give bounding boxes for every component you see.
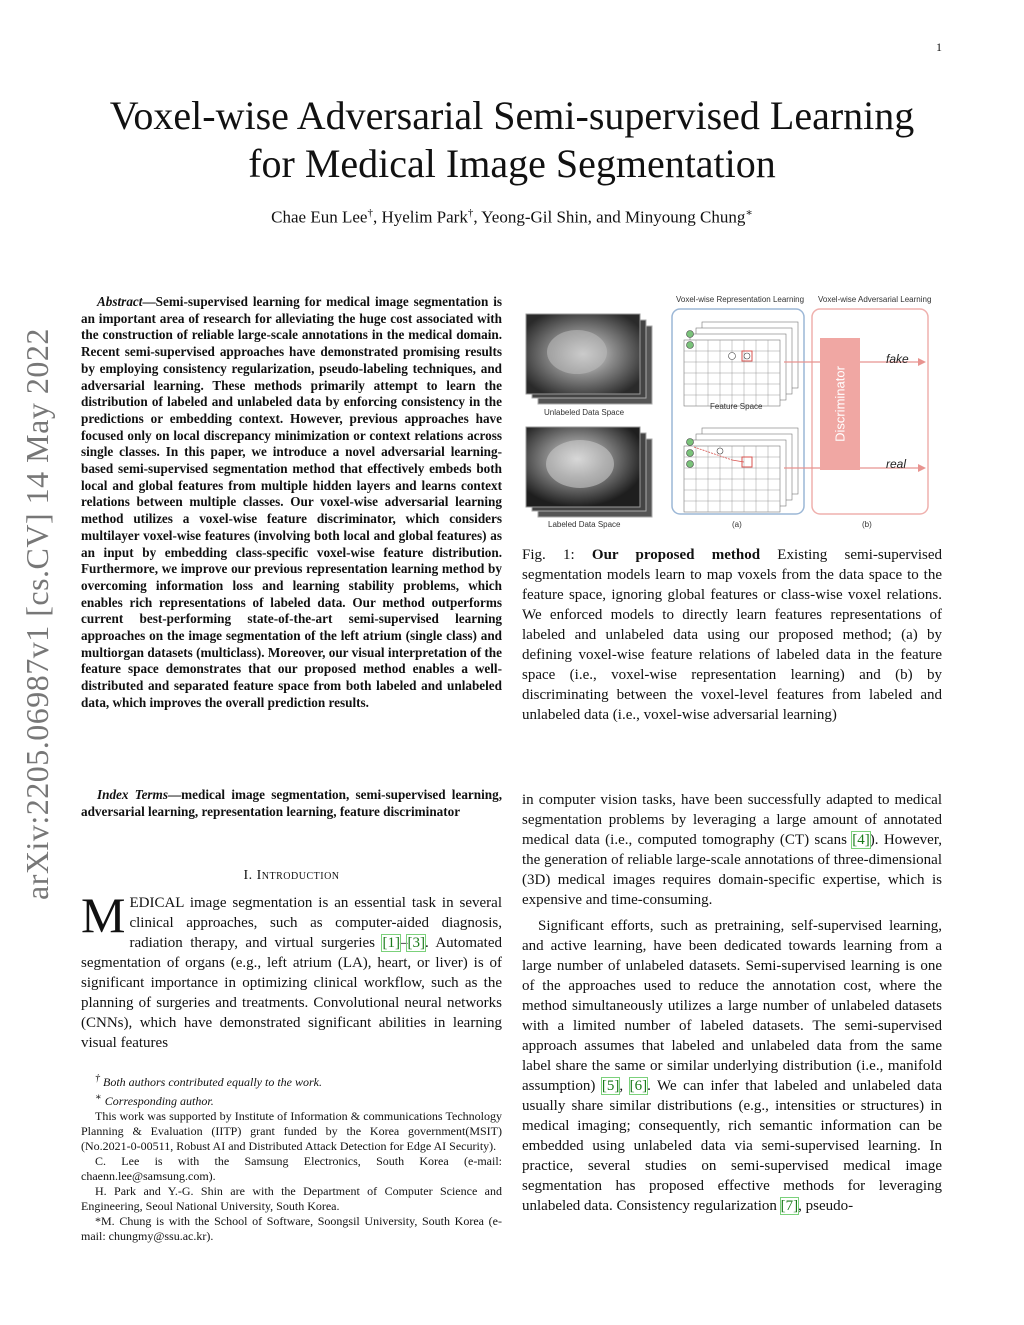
abstract xyxy=(81,294,502,712)
footnote-affil-lee: C. Lee is with the Samsung Electronics, South Korea (e-mail: chaenn.lee@samsung.com). xyxy=(81,1154,502,1183)
label-real: real xyxy=(886,457,907,471)
title-line-1: Voxel-wise Adversarial Semi-supervised Learning xyxy=(109,93,915,138)
citation-dash: – xyxy=(399,935,408,951)
paragraph-text: , pseudo- xyxy=(798,1198,854,1214)
arrowhead-fake xyxy=(918,358,926,366)
feature-grid-labeled xyxy=(684,428,798,512)
author-2-mark: † xyxy=(467,207,474,219)
ct-organ-2 xyxy=(546,440,614,488)
footnote-affil-park-shin: H. Park and Y.-G. Shin are with the Department of Computer Science and Engineering, Seoul National University, South Korea. xyxy=(81,1184,502,1213)
arxiv-stamp: arXiv:2205.06987v1 [cs.CV] 14 May 2022 xyxy=(19,328,55,900)
citation-link[interactable]: [6] xyxy=(629,1078,648,1094)
section-numeral: I. xyxy=(243,868,257,883)
paper-title xyxy=(60,92,964,188)
paragraph-text: ). However, the generation of reliable large-scale annotations of three-dimensional (3D) medical images requires domain-specific expertise, which is expensive and time-consuming. xyxy=(522,832,942,908)
author-1-mark: † xyxy=(367,207,373,219)
author-sep: , xyxy=(372,207,382,227)
paragraph-text: in computer vision tasks, have been successfully adapted to medical segmentation problems by leveraging a large amount of annotated medical data (i.e., computed tomography (CT) scans xyxy=(522,792,942,848)
intro-paragraph xyxy=(81,887,502,1053)
caption-bold: Our proposed method xyxy=(591,547,761,563)
footnotes xyxy=(81,1071,502,1244)
paragraph xyxy=(522,916,942,1216)
label-labeled-space: Labeled Data Space xyxy=(548,520,621,529)
citation-link[interactable]: [4] xyxy=(852,832,870,848)
label-fake: fake xyxy=(886,352,909,366)
author-rest: , Yeong-Gil Shin, and Minyoung Chung xyxy=(473,207,746,227)
paragraph-text: . We can infer that labeled and unlabeled data usually share similar distributions (e.g., intensities or structures) in medical imaging; consequently, rich semantic information can be embedded using unlabeled data via semi-supervised learning. In practice, several studies on semi-supervised medical image segmentation has proposed effective methods for leveraging unlabeled data. Consistency regularization xyxy=(522,1078,942,1214)
author-list xyxy=(60,206,964,228)
dropcap: M xyxy=(81,887,126,943)
citation-link[interactable]: [5] xyxy=(601,1078,620,1094)
abstract-text: —Semi-supervised learning for medical image segmentation is an important area of research for alleviating the huge cost associated with the construction of reliable large-scale annotations in the medical domain. Recent semi-supervised approaches have demonstrated promising results by employing consistency regularization, pseudo-labeling techniques, and adversarial learning. These methods primarily attempt to learn the distribution of labeled and unlabeled data by enforcing consistency in the predictions or embedding context. However, previous approaches have focused only on local discrepancy minimization or context relations across single classes. In this paper, we introduce a novel adversarial learning-based semi-supervised segmentation method that effectively embeds both local and global features from multiple hidden layers and learns context relations between multiple classes. Our voxel-wise adversarial learning method utilizes a voxel-wise feature discriminator, which considers multilayer voxel-wise features (involving both local and global features) as an input by embedding class-specific voxel-wise feature distribution. Furthermore, we improve our previous representation learning method by overcoming information loss and learning stability problems, which enables rich representations of labeled data. Our method outperforms current best-performing state-of-the-art semi-supervised learning approaches on the image segmentation of the left atrium (single class) and multiorgan datasets (multiclass). Moreover, our visual interpretation of the feature space demonstrates that our proposed method enables a well-distributed and separated feature space from both labeled and unlabeled data, which improves the overall prediction results. xyxy=(81,294,502,710)
right-column-body xyxy=(522,790,942,1222)
paragraph-text: Significant efforts, such as pretraining, self-supervised learning, and active learning, have been dedicated towards learning from a large number of unlabeled datasets. Semi-supervised learning is one of the approaches used to reduce the annotation cost, where the method simultaneously utilizes a large number of unlabeled datasets with a limited number of labeled datasets. The semi-supervised approach assumes that labeled and unlabeled data from the same label share the same or similar underlying distribution (i.e., manifold assumption) xyxy=(522,918,942,1094)
abstract-label: Abstract xyxy=(97,294,143,309)
footnote-affil-chung: *M. Chung is with the School of Software, Soongsil University, South Korea (e-mail: chungmy@ssu.ac.kr). xyxy=(81,1214,502,1243)
index-terms-label: Index Terms xyxy=(97,787,168,802)
label-sub-a: (a) xyxy=(732,520,742,529)
citation-sep: , xyxy=(619,1078,630,1094)
footnote-equal-contrib xyxy=(81,1071,502,1090)
caption-text: Existing semi-supervised segmentation models learn to map voxels from the data space to the feature space, ignoring global features or class-wise voxel relations. We enforced models to directly learn features representations of labeled and unlabeled data using our proposed method; (a) by defining voxel-wise feature relations of labeled data in the feature space (i.e., voxel-wise representation learning) and (b) by discriminating between the voxel-level features from labeled and unlabeled data (i.e., voxel-wise adversarial learning) xyxy=(522,547,943,723)
label-unlabeled-space: Unlabeled Data Space xyxy=(544,408,625,417)
intro-text-1: EDICAL image segmentation is an essential task in several clinical approaches, such as computer-aided diagnosis, radiation therapy, and virtual surgeries xyxy=(129,895,502,951)
footnote-text: Both authors contributed equally to the work. xyxy=(100,1075,322,1089)
ct-organ xyxy=(547,330,607,374)
label-discriminator: Discriminator xyxy=(832,366,848,442)
figure-1 xyxy=(522,292,942,532)
caption-prefix: Fig. 1: xyxy=(522,547,592,563)
footnote-corresponding xyxy=(81,1090,502,1109)
figure-caption xyxy=(522,545,942,725)
index-terms xyxy=(81,787,502,820)
footnote-funding: This work was supported by Institute of Information & communications Technology Planning & Evaluation (IITP) grant funded by the Korea government(MSIT) (No.2021-0-00511, Robust AI and Distributed Attack Detection for Edge AI Security). xyxy=(81,1109,502,1153)
index-terms-text: —medical image segmentation, semi-supervised learning, adversarial learning, representation learning, feature discriminator xyxy=(81,787,502,819)
citation-link[interactable]: [1] xyxy=(382,935,400,951)
footnote-text: Corresponding author. xyxy=(101,1094,214,1108)
section-title: Introduction xyxy=(256,868,340,883)
label-feature-space: Feature Space xyxy=(710,402,763,411)
paragraph xyxy=(522,790,942,910)
footnote-mark: ∗ xyxy=(95,1092,102,1103)
arrowhead-real xyxy=(918,464,926,472)
author-4-mark: ∗ xyxy=(745,207,753,219)
title-line-2: for Medical Image Segmentation xyxy=(248,141,776,186)
author-2: Hyelim Park xyxy=(381,207,468,227)
feature-grid-unlabeled xyxy=(684,322,798,406)
page-number: 1 xyxy=(936,40,942,54)
citation-link[interactable]: [3] xyxy=(407,935,425,951)
fig-title-a: Voxel-wise Representation Learning xyxy=(676,295,805,304)
footnote-mark: † xyxy=(95,1073,100,1084)
fig-title-b: Voxel-wise Adversarial Learning xyxy=(818,295,932,304)
author-1: Chae Eun Lee xyxy=(271,207,368,227)
citation-link[interactable]: [7] xyxy=(780,1198,799,1214)
section-heading xyxy=(81,868,502,884)
label-sub-b: (b) xyxy=(862,520,872,529)
intro-text-2: . Automated segmentation of organs (e.g., left atrium (LA), heart, or liver) is of significant importance in optimizing clinical workflow, such as the planning of surgeries and treatments. Convolutional neural networks (CNNs), which have demonstrated significant abilities in learning visual features xyxy=(81,935,502,1051)
